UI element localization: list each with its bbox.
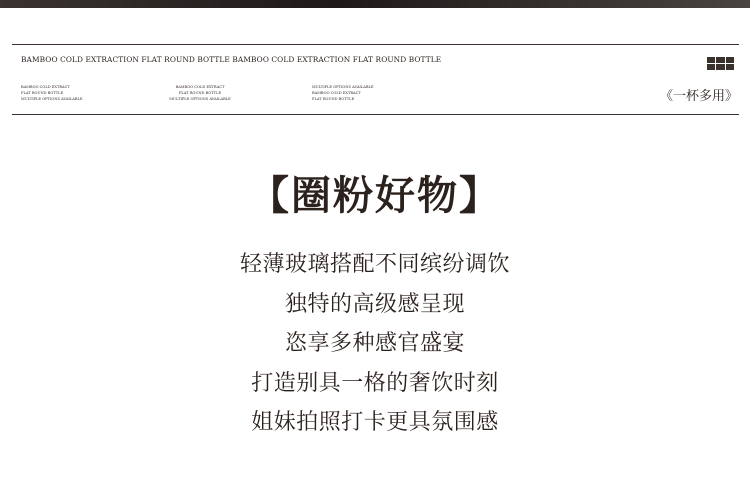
small-caption-line: BAMBOO COLD EXTRACT bbox=[312, 91, 361, 95]
description-line-4: 打造别具一格的奢饮时刻 bbox=[251, 370, 499, 396]
small-caption-line: FLAT ROUND BOTTLE bbox=[312, 97, 355, 101]
header-tag: 《一杯多用》 bbox=[659, 89, 738, 104]
description-line-3: 恣享多种感官盛宴 bbox=[284, 331, 465, 356]
small-caption-line: BAMBOO COLD EXTRACT bbox=[175, 85, 225, 89]
small-caption-line: FLAT ROUND BOTTLE bbox=[178, 91, 222, 95]
small-caption-line: MULTIPLE OPTIONS AVAILABLE bbox=[21, 97, 83, 101]
small-caption-block-1 bbox=[21, 84, 82, 102]
headline: 【圈粉好物】 bbox=[249, 172, 501, 219]
small-caption-block-2 bbox=[164, 84, 236, 102]
header-title-line: BAMBOO COLD EXTRACTION FLAT ROUND BOTTLE BAMBOO COLD EXTRACTION FLAT ROUND BOTTLE bbox=[21, 55, 442, 64]
header-top-rule bbox=[12, 44, 739, 45]
grid-icon bbox=[707, 57, 734, 70]
small-caption-block-3 bbox=[312, 84, 373, 102]
top-dark-band bbox=[0, 0, 750, 8]
description-line-2: 独特的高级感呈现 bbox=[284, 291, 465, 317]
small-caption-line: BAMBOO COLD EXTRACT bbox=[21, 85, 70, 89]
small-caption-line: MULTIPLE OPTIONS AVAILABLE bbox=[312, 85, 374, 89]
small-caption-line: FLAT ROUND BOTTLE bbox=[21, 91, 64, 95]
description-lines bbox=[0, 248, 750, 446]
small-caption-line: MULTIPLE OPTIONS AVAILABLE bbox=[169, 97, 231, 101]
description-line-1: 轻薄玻璃搭配不同缤纷调饮 bbox=[239, 252, 510, 277]
header-bottom-rule bbox=[12, 114, 739, 115]
description-line-5: 姐妹拍照打卡更具氛围感 bbox=[251, 410, 499, 435]
